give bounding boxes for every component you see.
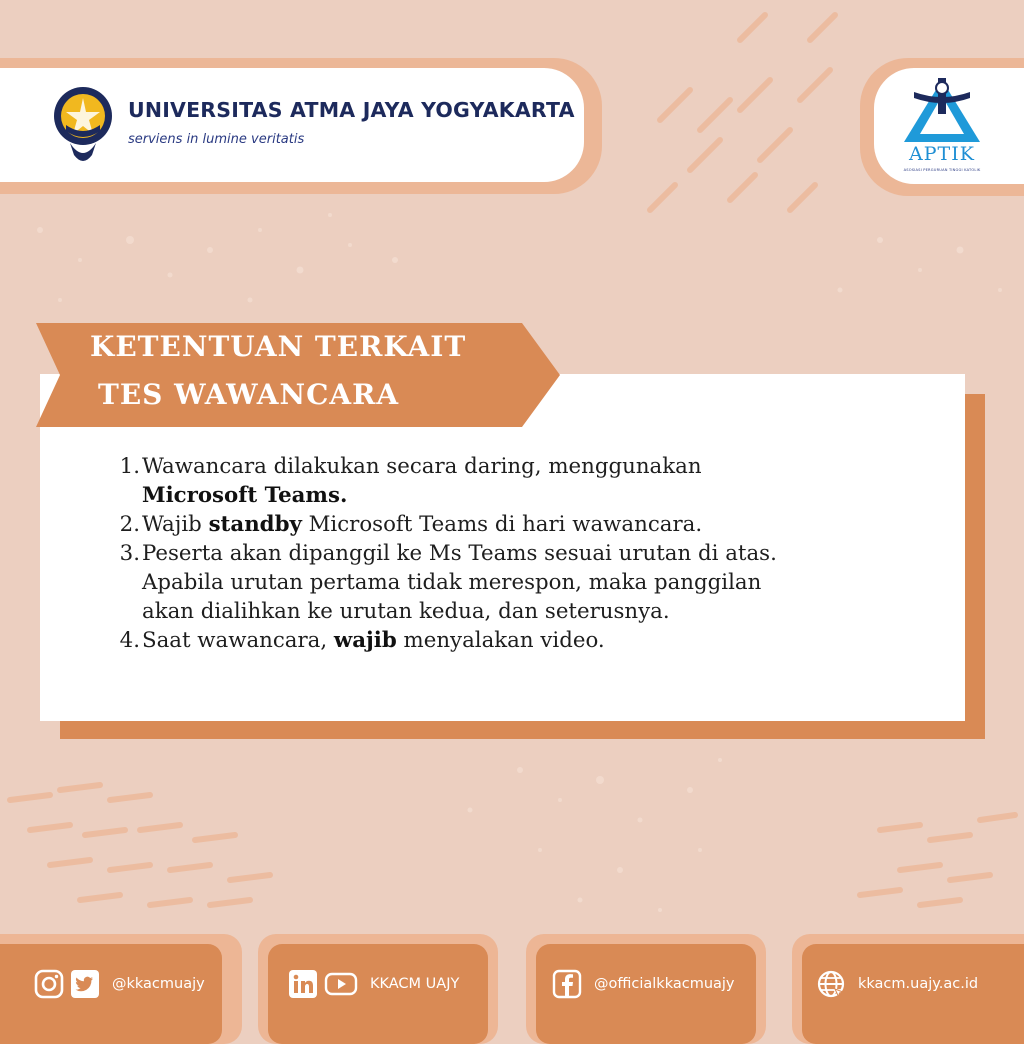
globe-icon[interactable] — [816, 969, 846, 999]
footer-social-linkedin-youtube[interactable] — [288, 964, 459, 1004]
footer-social-instagram-twitter[interactable] — [34, 964, 205, 1004]
rule-text-part: Peserta akan dipanggil ke Ms Teams sesuai urutan di atas. — [142, 541, 777, 566]
instagram-icon[interactable] — [34, 969, 64, 999]
rule-number: 1. — [119, 454, 140, 479]
rule-item — [106, 452, 946, 510]
footer-social-facebook[interactable] — [552, 964, 735, 1004]
footer-facebook-label: @officialkkacmuajy — [594, 976, 735, 992]
section-title-line2: TES WAWANCARA — [98, 378, 400, 411]
rule-text — [142, 452, 946, 510]
rule-text-part: menyalakan video. — [396, 628, 605, 653]
rule-number: 3. — [119, 541, 140, 566]
rule-text-part: Microsoft Teams di hari wawancara. — [301, 512, 703, 537]
youtube-icon[interactable] — [324, 969, 358, 999]
university-motto: serviens in lumine veritatis — [128, 132, 305, 147]
rule-number: 4. — [119, 628, 140, 653]
rule-text-part: Wajib — [142, 512, 209, 537]
footer-website[interactable] — [816, 964, 978, 1004]
rule-text — [142, 510, 946, 539]
rule-text-bold: wajib — [333, 628, 397, 653]
rule-text-part: Saat wawancara, — [142, 628, 334, 653]
rule-item — [106, 539, 946, 626]
rule-number: 2. — [119, 512, 140, 537]
footer-website-label: kkacm.uajy.ac.id — [858, 976, 979, 992]
rule-item — [106, 510, 946, 539]
university-crest-icon — [52, 85, 114, 167]
section-title-line1: KETENTUAN TERKAIT — [90, 330, 467, 363]
aptik-logo-icon — [900, 76, 984, 146]
footer-handle-label: @kkacmuajy — [112, 976, 205, 992]
rule-text-bold: standby — [208, 512, 302, 537]
footer-channel-label: KKACM UAJY — [370, 976, 460, 992]
linkedin-icon[interactable] — [288, 969, 318, 999]
aptik-subtitle: ASOSIASI PERGURUAN TINGGI KATOLIK — [903, 168, 981, 172]
rule-text-part: Apabila urutan pertama tidak merespon, maka panggilan — [142, 570, 762, 595]
rule-text-bold: Microsoft Teams. — [142, 483, 348, 508]
rule-item — [106, 626, 946, 655]
twitter-icon[interactable] — [70, 969, 100, 999]
aptik-name: APTIK — [909, 143, 975, 165]
university-name: UNIVERSITAS ATMA JAYA YOGYAKARTA — [128, 98, 575, 122]
rule-text — [142, 539, 946, 626]
facebook-icon[interactable] — [552, 969, 582, 999]
rule-text — [142, 626, 946, 655]
rules-list — [106, 452, 946, 655]
rule-text-part: akan dialihkan ke urutan kedua, dan seterusnya. — [142, 599, 670, 624]
rule-text-part: Wawancara dilakukan secara daring, menggunakan — [142, 454, 702, 479]
